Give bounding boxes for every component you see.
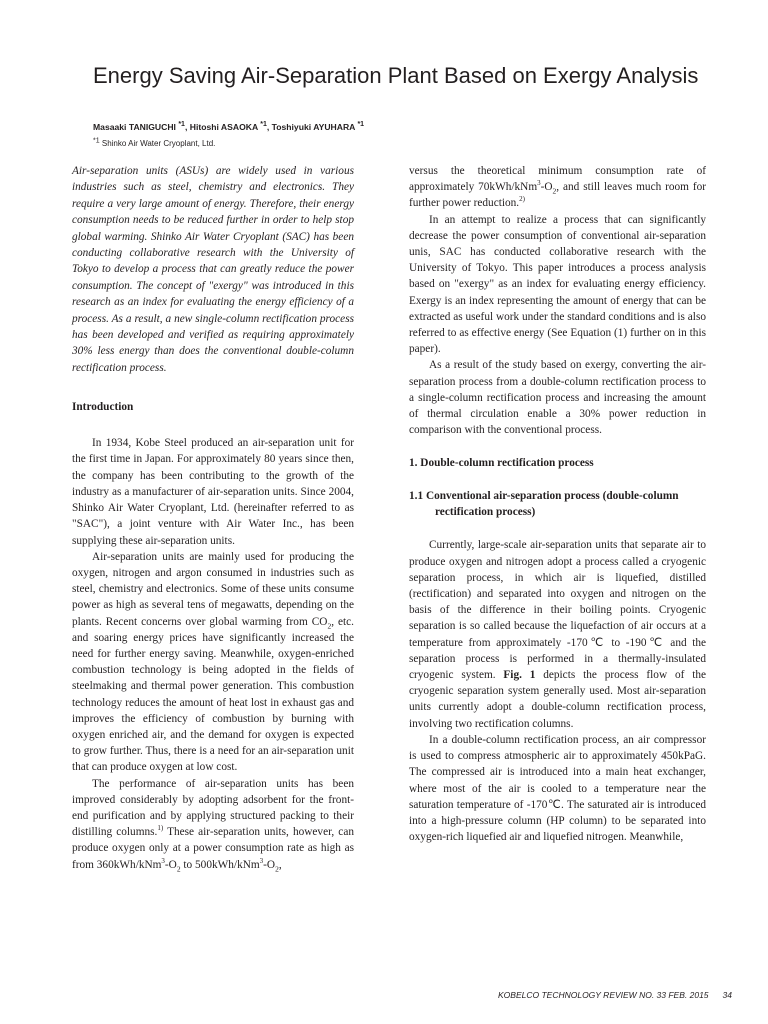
page-number: 34 <box>722 990 732 1000</box>
author-mark: *1 <box>260 121 267 129</box>
paragraph-result: As a result of the study based on exergy, converting the air-separation process from a double-column rectification process to a single-column rectification process and increasing the amount of thermal circulation enable a 30% power reduction in comparison with the conventional process. <box>409 359 706 437</box>
affiliation <box>93 139 215 148</box>
introduction-heading: Introduction <box>72 401 134 414</box>
left-column <box>72 163 354 873</box>
paragraph-cryogenic: Currently, large-scale air-separation units that separate air to produce oxygen and nitrogen adopt a process called a cryogenic separation process, in which air is liquefied, distilled (rectification) and separated into oxygen and nitrogen on the basis of the difference in their boiling points. Cryogenic separation is so called because the liquefaction of air occurs at a temperature from approximately -170℃ to -190℃ and the separation process is performed in a thermally-insulated cryogenic system. Fig. 1 depicts the process flow of the cryogenic separation system generally used. Most air-separation units currently adopt a double-column rectification process, involving two rectification columns. <box>409 539 706 730</box>
author-mark: *1 <box>178 121 185 129</box>
journal-name: KOBELCO TECHNOLOGY REVIEW NO. 33 FEB. 2015 <box>498 990 709 1000</box>
paragraph-double-column: In a double-column rectification process, an air compressor is used to compress atmospheric air to approximately 450kPaG. The compressed air is introduced into a main heat exchanger, where most of the air is cooled to a temperature near the saturation temperature of -170℃. The saturated air is introduced into a high-pressure column (HP column) to be separated into oxygen-rich liquefied air and liquefied nitrogen. Meanwhile, <box>409 733 706 844</box>
author-line: Masaaki TANIGUCHI $^{*1}$, Hitoshi ASAOKA $^{*1}$, Toshiyuki AYUHARA $^{*1}$ <box>93 121 365 132</box>
paragraph-research: In an attempt to realize a process that can significantly decrease the power consumption of conventional air-separation unis, SAC has conducted collaborative research with the University of Tokyo. This paper introduces a process analysis based on "exergy" as an index for evaluating energy efficiency. Exergy is an index representing the amount of energy that can be extracted as useful work under the standard conditions and is also referred to as effective energy (See Equation (1) further on in this paper). <box>409 213 706 356</box>
abstract: Air-separation units (ASUs) are widely used in various industries such as steel, chemistry and electronics. They require a very large amount of energy. Therefore, their energy consumption needs to be reduced further in order to help stop global warming. Shinko Air Water Cryoplant (SAC) has been conducting collaborative research with the University of Tokyo to develop a process that can greatly reduce the power consumption. The concept of "exergy" was introduced in this research as an index for evaluating the energy efficiency of a process. As a result, a new single-column rectification process has been developed and verified as requiring approximately 30% less energy than does the conventional double-column rectification process. <box>72 165 354 374</box>
intro-paragraph-3: The performance of air-separation units has been improved considerably by adopting adsorbent for the front-end purification and by applying structured packing to their distilling columns.$^{1)}$ These air-separation units, however, can produce oxygen only at a power consumption rate as high as from $360kWh/kNm^3-O_2$ to $500kWh/kNm^3-O_2$, <box>72 777 354 873</box>
intro-paragraph-1: In 1934, Kobe Steel produced an air-separation unit for the first time in Japan. For approximately 80 years since then, the company has been contributing to the growth of the industry as a manufacturer of air-separation units. Since 2004, Shinko Air Water Cryoplant, Ltd. (hereinafter referred to as "SAC"), a joint venture with Air Water Inc., has been supplying these air-separation units. <box>72 437 354 547</box>
reference-marker: 1) <box>157 824 164 833</box>
author-name: Toshiyuki AYUHARA <box>271 122 356 132</box>
right-column <box>409 163 706 845</box>
reference-marker: 2) <box>519 195 525 204</box>
author-name: Masaaki TANIGUCHI <box>93 122 176 132</box>
author-name: Hitoshi ASAOKA <box>189 122 258 132</box>
paper-title: Energy Saving Air-Separation Plant Based on Exergy Analysis <box>93 63 699 88</box>
affiliation-mark: *1 <box>93 137 100 145</box>
section-1-1-heading: 1.1 Conventional air-separation process (double-column rectification process) <box>409 490 679 519</box>
affiliation-text: Shinko Air Water Cryoplant, Ltd. <box>101 139 216 148</box>
intro-paragraph-2: Air-separation units are mainly used for producing the oxygen, nitrogen and argon consumed in industries such as steel, chemistry and electronics. Some of these units consume power as high as several tens of megawatts, depending on the plants. Recent concerns over global warming from $CO_2$, etc. and soaring energy prices have significantly increased the need for further energy saving. Meanwhile, oxygen-enriched combustion technology is being adopted in the fields of steelmaking and thermal power generation. This combustion technology reduces the amount of heat lost in exhaust gas and improves the efficiency of combustion by burning with oxygen enriched air, and the demand for oxygen is expected to grow further. Thus, there is a need for an air-separation unit that can produce oxygen at low cost. <box>72 550 355 774</box>
author-mark: *1 <box>357 121 365 129</box>
continuation-paragraph: versus the theoretical minimum consumption rate of approximately $70kWh/kNm^3-O_2$, and still leaves much room for further power reduction.$^{2)}$ <box>409 165 707 210</box>
section-1-heading: 1. Double-column rectification process <box>409 457 594 470</box>
figure-reference: Fig. 1 <box>503 669 536 682</box>
page-footer <box>498 990 732 1000</box>
